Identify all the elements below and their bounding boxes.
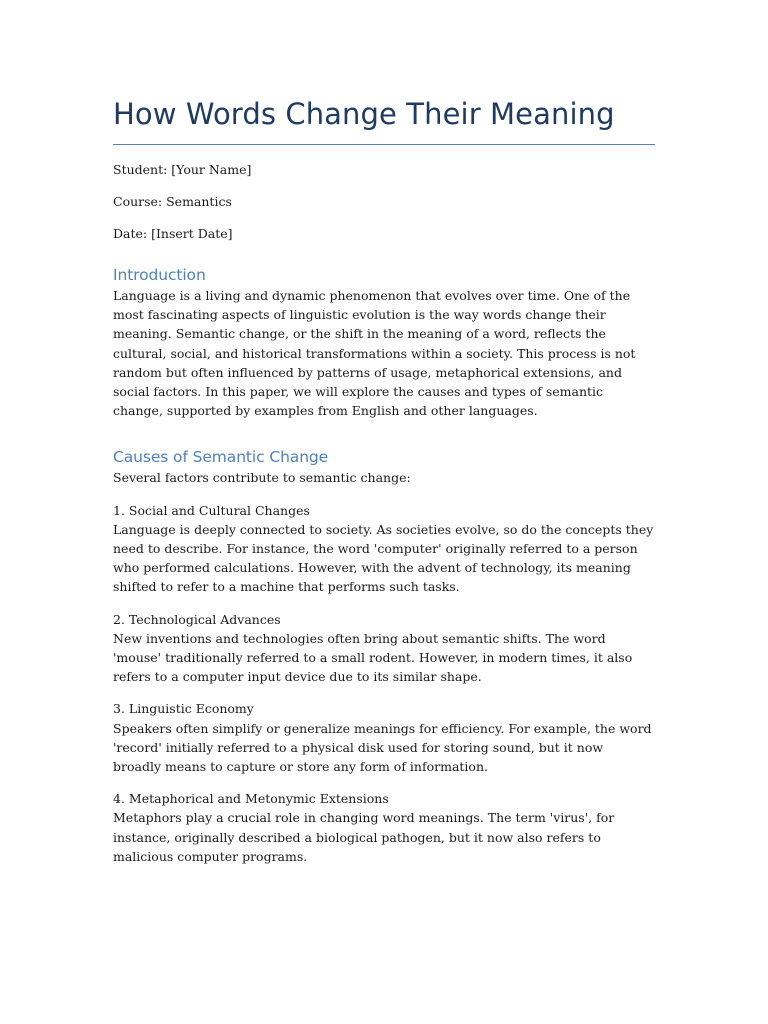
cause-item-title: 3. Linguistic Economy bbox=[113, 701, 254, 717]
causes-heading: Causes of Semantic Change bbox=[113, 448, 329, 467]
cause-item bbox=[113, 789, 655, 866]
introduction-body: Language is a living and dynamic phenomenon that evolves over time. One of the most fascinating aspects of linguistic evolution is the way words change their meaning. Semantic change, or the shift in the meaning of a word, reflects the cultural, social, and historical transformations within a society. This process is not random but often influenced by patterns of usage, metaphorical extensions, and social factors. In this paper, we will explore the causes and types of semantic change, supported by examples from English and other languages. bbox=[113, 288, 636, 419]
cause-item-title: 4. Metaphorical and Metonymic Extensions bbox=[113, 791, 389, 807]
cause-item-body: New inventions and technologies often bring about semantic shifts. The word 'mouse' traditionally referred to a small rodent. However, in modern times, it also refers to a computer input device due to its similar shape. bbox=[113, 630, 633, 685]
cause-item bbox=[113, 501, 655, 597]
cause-item bbox=[113, 610, 655, 687]
causes-intro: Several factors contribute to semantic change: bbox=[113, 470, 411, 486]
date-line: Date: [Insert Date] bbox=[113, 226, 233, 241]
cause-item-title: 2. Technological Advances bbox=[113, 611, 281, 627]
document-page bbox=[113, 92, 655, 866]
cause-item bbox=[113, 699, 655, 776]
cause-item-body: Metaphors play a crucial role in changing word meanings. The term 'virus', for instance, originally described a biological pathogen, but it now also refers to malicious computer programs. bbox=[113, 810, 615, 864]
title-underline bbox=[113, 144, 655, 145]
course-line: Course: Semantics bbox=[113, 194, 232, 209]
cause-item-body: Language is deeply connected to society. As societies evolve, so do the concepts they need to describe. For instance, the word 'computer' originally referred to a person who performed calculations. However, with the advent of technology, its meaning shifted to refer to a machine that performs such tasks. bbox=[113, 521, 654, 595]
document-title: How Words Change Their Meaning bbox=[113, 97, 615, 131]
student-line: Student: [Your Name] bbox=[113, 162, 252, 177]
cause-item-title: 1. Social and Cultural Changes bbox=[113, 502, 310, 518]
introduction-heading: Introduction bbox=[113, 266, 206, 284]
cause-item-body: Speakers often simplify or generalize meanings for efficiency. For example, the word 'record' initially referred to a physical disk used for storing sound, but it now broadly means to capture or store any form of information. bbox=[113, 720, 652, 775]
